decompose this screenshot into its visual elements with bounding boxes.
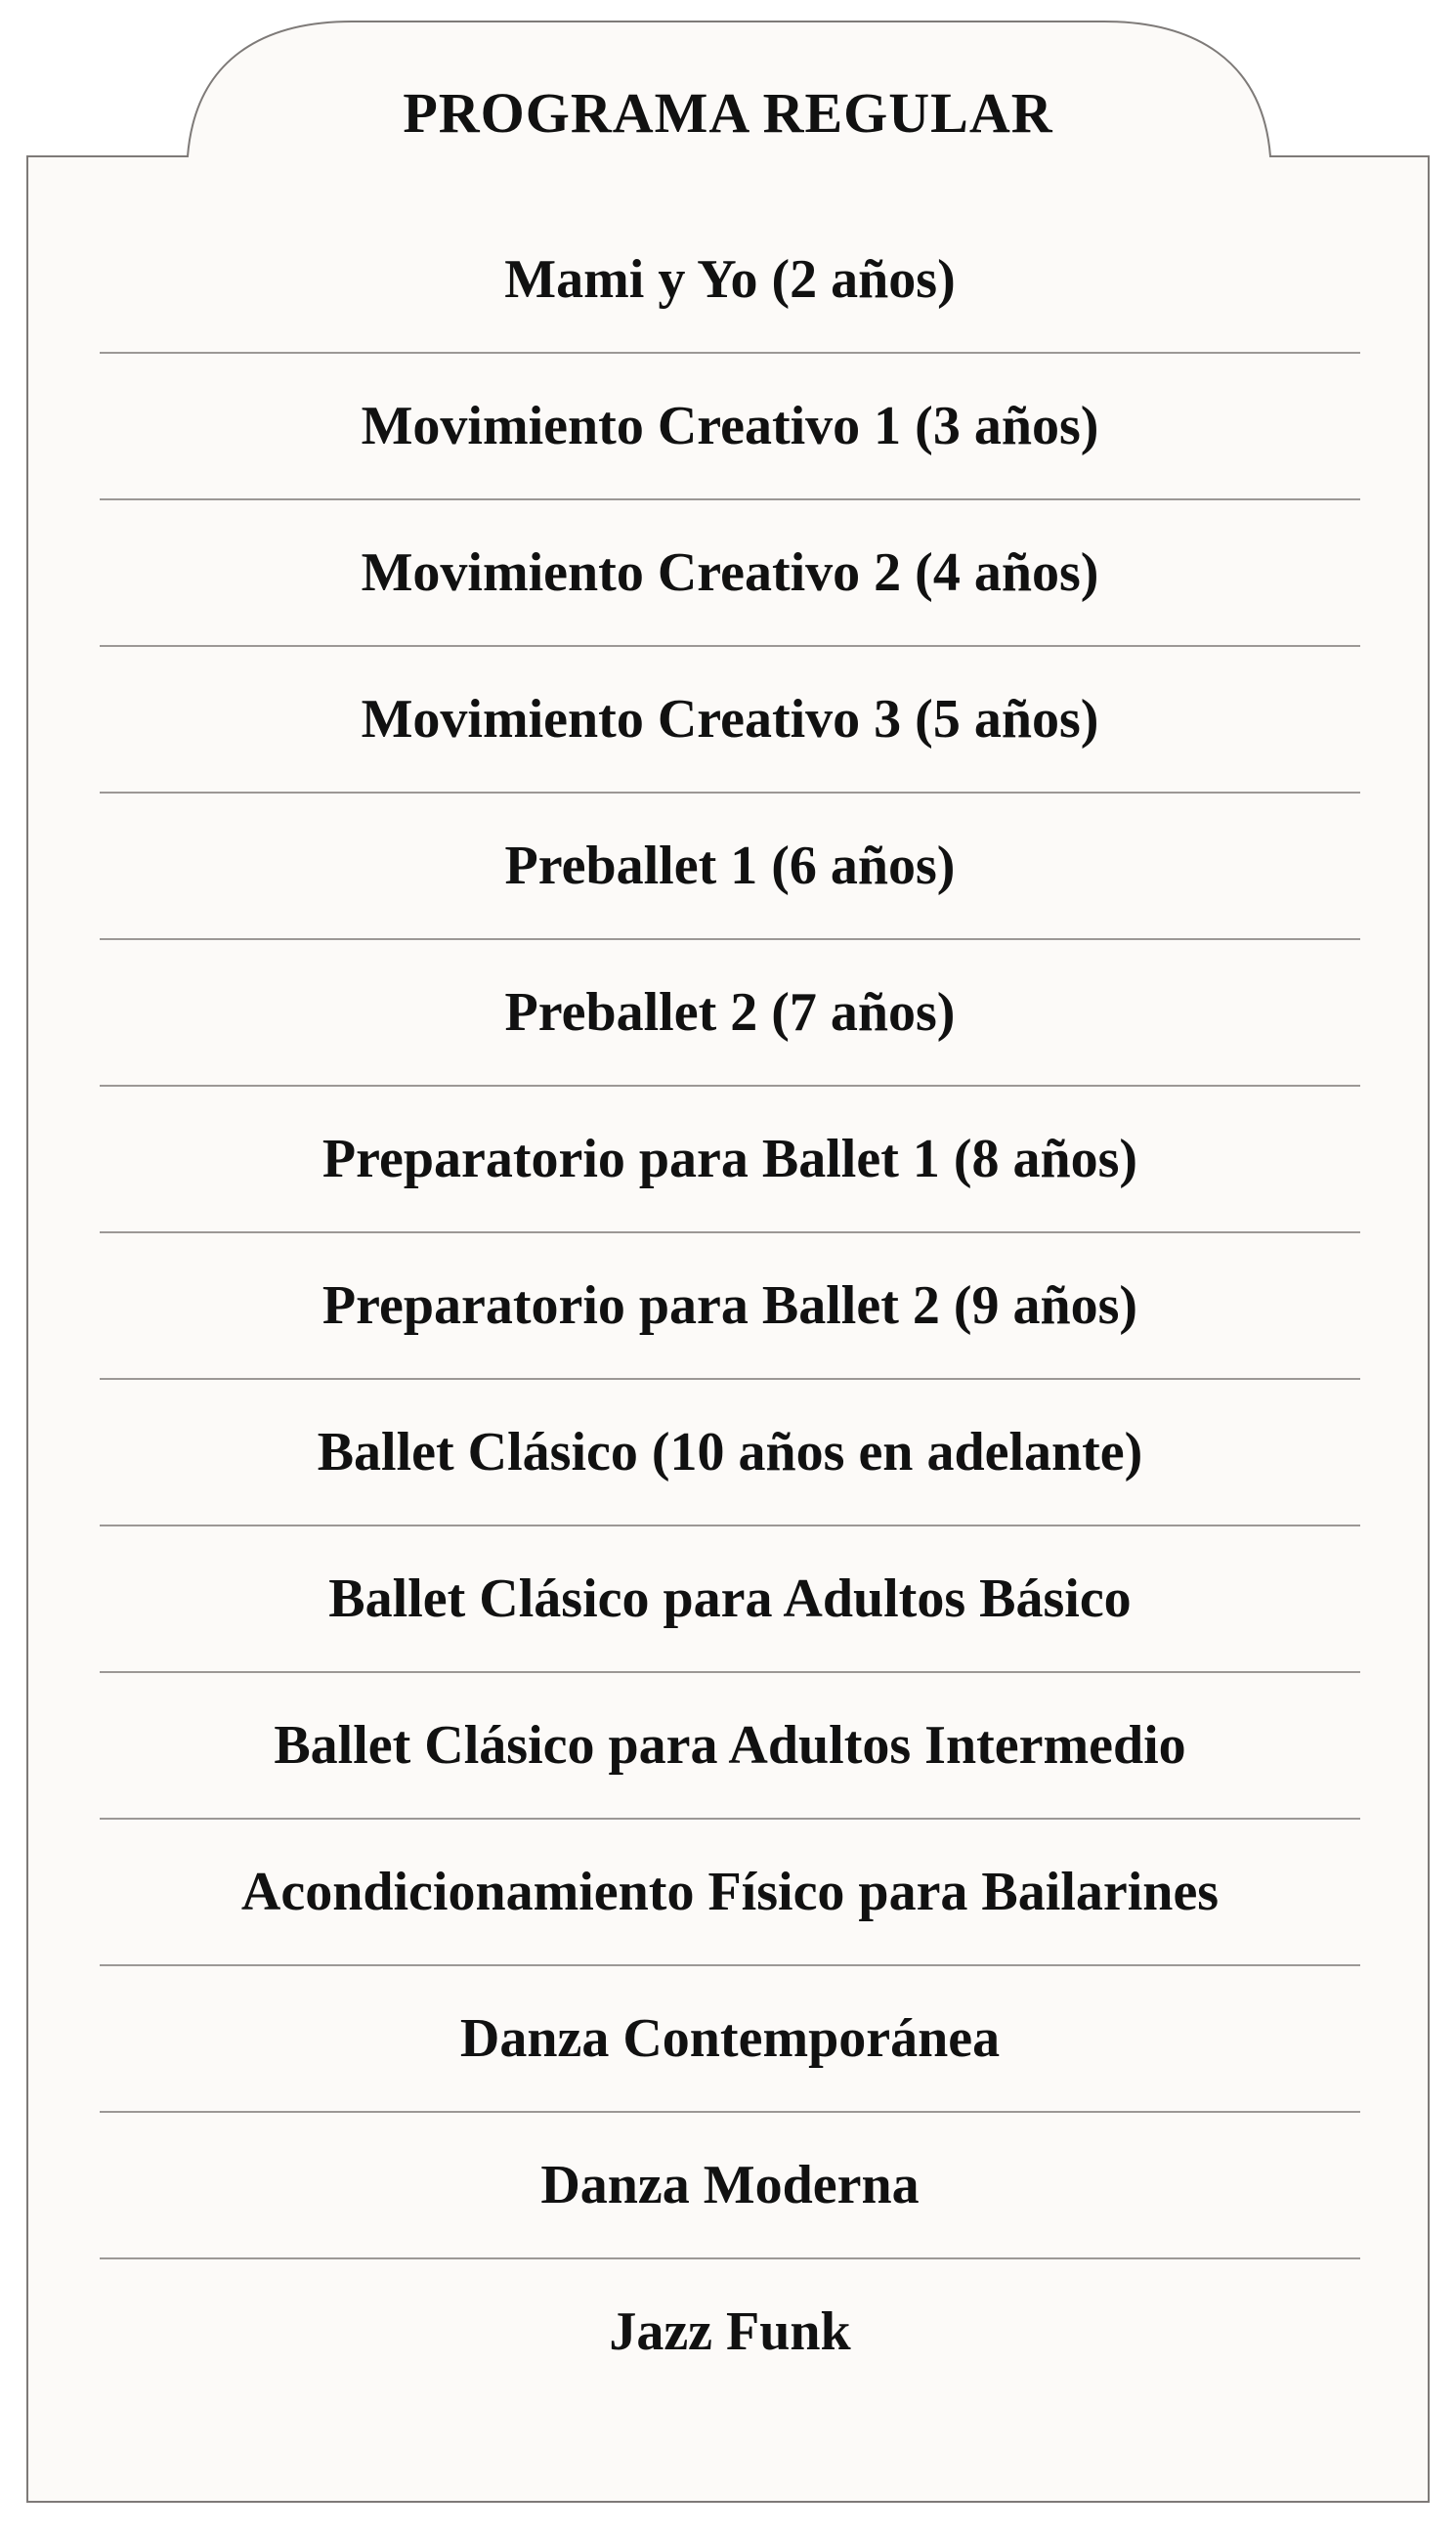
program-title: PROGRAMA REGULAR — [403, 81, 1053, 145]
program-item-danza-moderna[interactable]: Danza Moderna — [100, 2113, 1360, 2259]
program-item-movimiento-creativo-3[interactable]: Movimiento Creativo 3 (5 años) — [100, 647, 1360, 794]
program-item-jazz-funk[interactable]: Jazz Funk — [609, 2301, 851, 2362]
program-item-preballet-1[interactable]: Preballet 1 (6 años) — [100, 794, 1360, 940]
program-item-preparatorio-ballet-2[interactable]: Preparatorio para Ballet 2 (9 años) — [100, 1233, 1360, 1380]
program-item-danza-contemporanea[interactable]: Danza Contemporánea — [100, 1966, 1360, 2113]
program-item-ballet-adultos-basico[interactable]: Ballet Clásico para Adultos Básico — [100, 1526, 1360, 1673]
program-item-preballet-2[interactable]: Preballet 2 (7 años) — [100, 940, 1360, 1087]
program-item-mami-y-yo[interactable]: Mami y Yo (2 años) — [100, 207, 1360, 354]
program-item-movimiento-creativo-1[interactable]: Movimiento Creativo 1 (3 años) — [100, 354, 1360, 500]
program-item-ballet-clasico[interactable]: Ballet Clásico (10 años en adelante) — [100, 1380, 1360, 1526]
program-item-preparatorio-ballet-1[interactable]: Preparatorio para Ballet 1 (8 años) — [100, 1087, 1360, 1233]
program-item-movimiento-creativo-2[interactable]: Movimiento Creativo 2 (4 años) — [100, 500, 1360, 647]
program-item-acondicionamiento-fisico[interactable]: Acondicionamiento Físico para Bailarines — [100, 1820, 1360, 1966]
program-list — [100, 207, 1360, 2404]
program-item-ballet-adultos-intermedio[interactable]: Ballet Clásico para Adultos Intermedio — [100, 1673, 1360, 1820]
